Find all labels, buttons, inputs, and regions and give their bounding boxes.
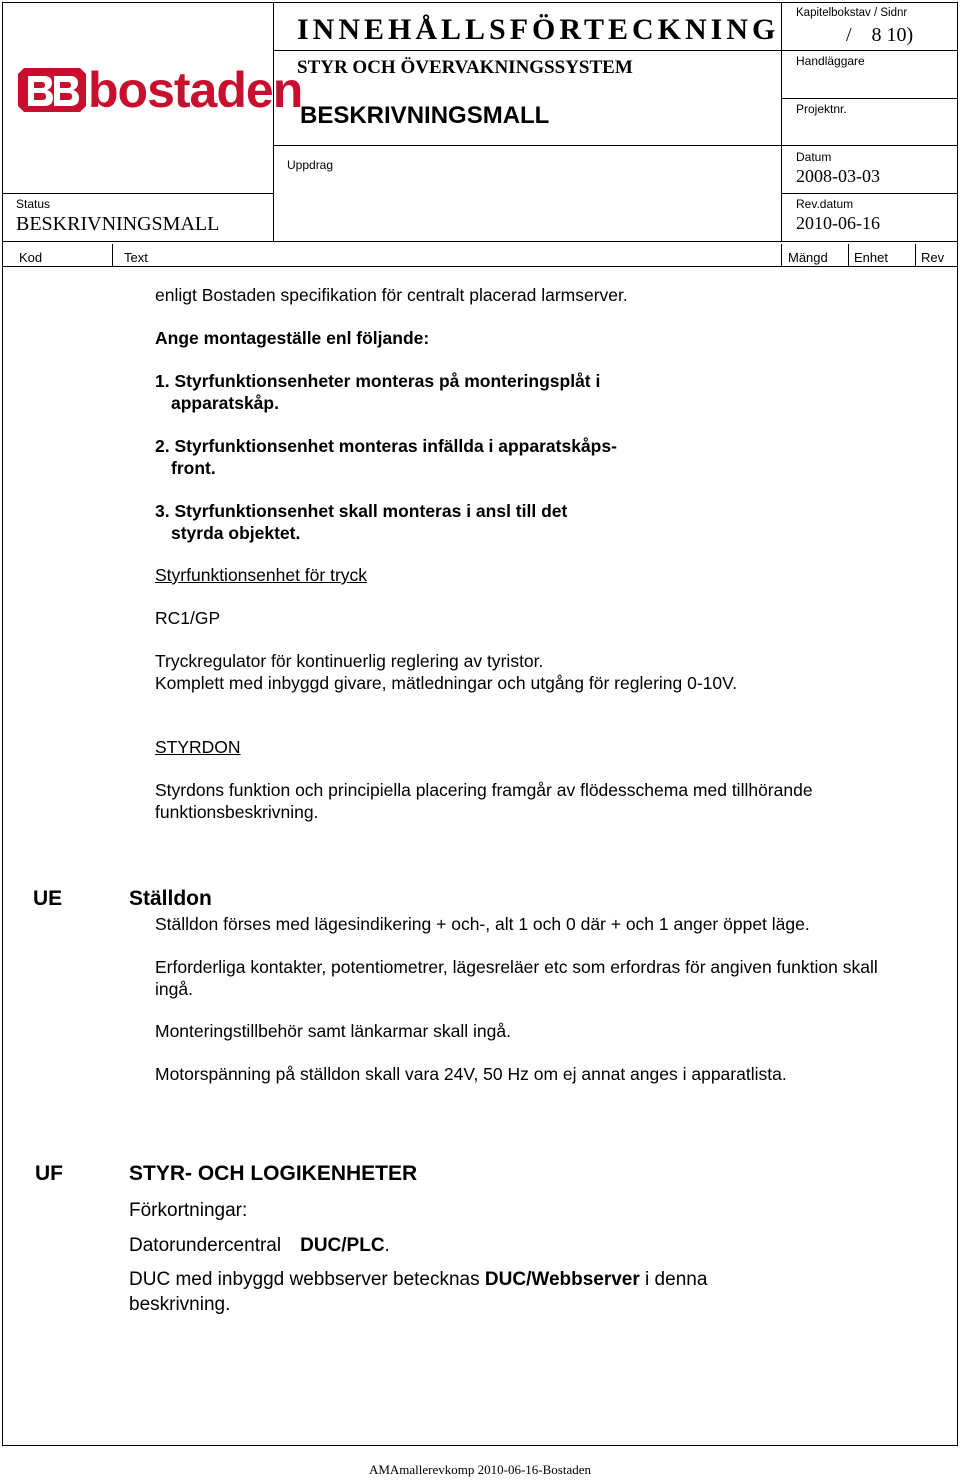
chapter-value: / 8 10) [846, 24, 914, 46]
paragraph: Styrdons funktion och principiella placering framgår av flödesschema med tillhörande [155, 780, 813, 800]
status-label: Status [16, 197, 51, 211]
divider [112, 244, 113, 266]
abbreviation-period: . [384, 1235, 390, 1256]
column-header-enhet: Enhet [854, 250, 888, 265]
list-item: 1. Styrfunktionsenheter monteras på monteringsplåt i [155, 371, 601, 391]
chapter-label: Kapitelbokstav / Sidnr [796, 7, 908, 19]
abbreviation-term: Datorundercentral [129, 1235, 282, 1256]
divider [781, 50, 957, 51]
paragraph: Tryckregulator för kontinuerlig reglering av tyristor. [155, 651, 544, 671]
divider [2, 241, 957, 242]
date-value: 2008-03-03 [796, 166, 880, 186]
web-term: DUC/Webbserver [484, 1269, 640, 1290]
paragraph: Komplett med inbyggd givare, mätledningar och utgång för reglering 0-10V. [155, 673, 738, 693]
logo [14, 60, 303, 120]
divider [848, 244, 849, 266]
web-text-pre: DUC med inbyggd webbserver betecknas [129, 1269, 485, 1290]
paragraph: Motorspänning på ställdon skall vara 24V, 50 Hz om ej annat anges i apparatlista. [155, 1064, 787, 1084]
uppdrag-label: Uppdrag [287, 158, 334, 172]
section-code: UE [33, 887, 63, 910]
paragraph: beskrivning. [129, 1294, 231, 1315]
rev-date-label: Rev.datum [796, 197, 854, 211]
paragraph: Monteringstillbehör samt länkarmar skall ingå. [155, 1021, 511, 1041]
section-heading: STYRDON [155, 737, 241, 757]
rev-date-value: 2010-06-16 [796, 213, 880, 233]
section-title: STYR- OCH LOGIKENHETER [129, 1162, 418, 1185]
divider [2, 193, 273, 194]
list-item: apparatskåp. [171, 393, 279, 413]
column-header-text: Text [124, 250, 148, 265]
column-header-rev: Rev [921, 250, 945, 265]
divider [915, 244, 916, 266]
divider [781, 98, 957, 99]
project-label: Projektnr. [796, 102, 847, 116]
list-item: 3. Styrfunktionsenhet skall monteras i ansl till det [155, 501, 568, 521]
document-subtitle: STYR OCH ÖVERVAKNINGSSYSTEM [297, 57, 633, 78]
paragraph: Ange montageställe enl följande: [155, 328, 430, 348]
list-item: front. [171, 458, 216, 478]
paragraph: enligt Bostaden specifikation för centralt placerad larmserver. [155, 285, 628, 305]
divider [2, 266, 957, 267]
abbreviation-row [129, 1235, 390, 1257]
section-heading: Styrfunktionsenhet för tryck [155, 565, 368, 585]
logo-emblem-icon [14, 64, 90, 116]
divider [273, 145, 957, 146]
column-header-mangd: Mängd [788, 250, 828, 265]
section-code: UF [35, 1162, 63, 1185]
component-code: RC1/GP [155, 608, 221, 628]
column-header-kod: Kod [19, 250, 43, 265]
paragraph [129, 1269, 707, 1291]
paragraph: ingå. [155, 979, 193, 999]
divider [781, 2, 782, 241]
divider [781, 244, 782, 266]
paragraph: Erforderliga kontakter, potentiometrer, lägesreläer etc som erfordras för angiven funktion skall [155, 957, 878, 977]
divider [273, 2, 274, 241]
template-name: BESKRIVNINGSMALL [300, 102, 550, 129]
web-text-post: i denna [639, 1269, 708, 1290]
section-title: Ställdon [129, 887, 212, 910]
paragraph: Förkortningar: [129, 1200, 248, 1221]
date-label: Datum [796, 150, 832, 164]
list-item: styrda objektet. [171, 523, 301, 543]
brand-name: bostaden [88, 62, 303, 118]
paragraph: Ställdon förses med lägesindikering + och-, alt 1 och 0 där + och 1 anger öppet läge. [155, 914, 810, 934]
document-title: INNEHÅLLSFÖRTECKNING [297, 13, 780, 46]
list-item: 2. Styrfunktionsenhet monteras infällda i apparatskåps- [155, 436, 617, 456]
status-value: BESKRIVNINGSMALL [16, 213, 220, 235]
handler-label: Handläggare [796, 54, 865, 68]
paragraph: funktionsbeskrivning. [155, 802, 319, 822]
footer-text: AMAmallerevkomp 2010-06-16-Bostaden [368, 1462, 592, 1477]
divider [781, 193, 957, 194]
abbreviation-value: DUC/PLC [300, 1235, 385, 1256]
divider [273, 50, 781, 51]
